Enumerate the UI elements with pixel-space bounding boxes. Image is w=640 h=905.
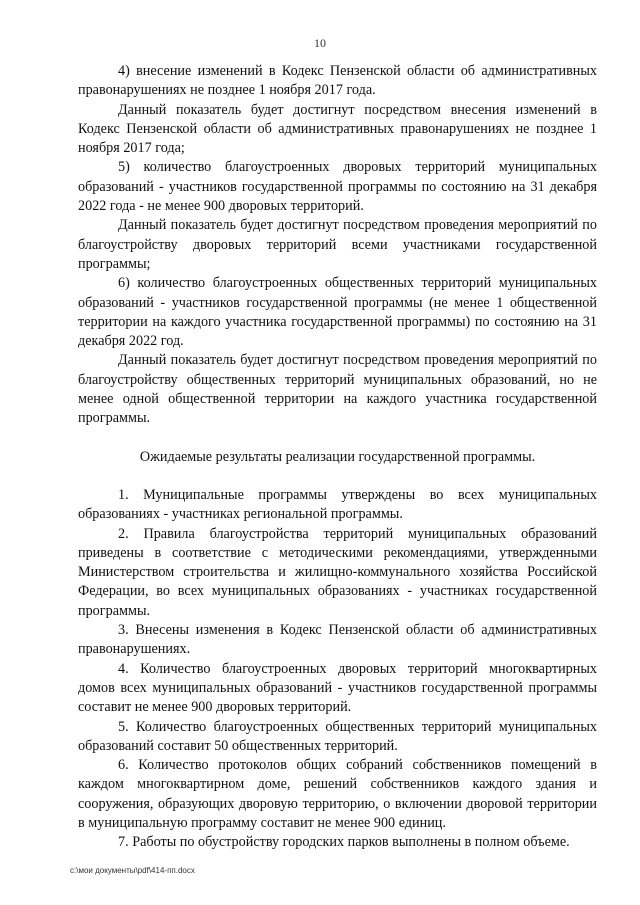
paragraph: 5) количество благоустроенных дворовых территорий муниципальных образований - участников государственной программы по состоянию на 31 декабря 2022 года - не менее 900 дворовых территорий. bbox=[78, 159, 597, 215]
result-item: 4. Количество благоустроенных дворовых территорий многоквартирных домов всех муниципальных образований - участников государственной программы составит не менее 900 дворовых территорий. bbox=[78, 660, 597, 716]
result-item: 1. Муниципальные программы утверждены во всех муниципальных образованиях - участниках региональной программы. bbox=[78, 486, 597, 523]
footer-file-path: c:\мои документы\pdf\414-пп.docx bbox=[70, 866, 195, 875]
paragraph: Данный показатель будет достигнут посредством внесения изменений в Кодекс Пензенской области об административных правонарушениях не позднее 1 ноября 2017 года; bbox=[78, 101, 597, 157]
paragraph: 4) внесение изменений в Кодекс Пензенской области об административных правонарушениях не позднее 1 ноября 2017 года. bbox=[78, 63, 597, 99]
section-heading: Ожидаемые результаты реализации государственной программы. bbox=[139, 448, 536, 465]
result-item: 5. Количество благоустроенных общественных территорий муниципальных образований составит 50 общественных территорий. bbox=[78, 718, 597, 754]
result-item: 7. Работы по обустройству городских парков выполнены в полном объеме. bbox=[118, 834, 570, 851]
result-item: 2. Правила благоустройства территорий муниципальных образований приведены в соответствие с методическими рекомендациями, утвержденными Министерством строительства и жилищно-коммунального хозяйства Российской Федерации, во всех муниципальных образованиях - участниках государственной программы. bbox=[78, 525, 597, 619]
page-number: 10 bbox=[314, 36, 326, 50]
result-item: 3. Внесены изменения в Кодекс Пензенской области об административных правонарушениях. bbox=[78, 622, 597, 658]
document-body bbox=[78, 62, 597, 853]
result-item: 6. Количество протоколов общих собраний собственников помещений в каждом многоквартирном доме, решений собственников каждого здания и сооружения, образующих дворовую территорию, о включении дворовой территории в муниципальную программу составит не менее 900 единиц. bbox=[78, 757, 597, 831]
paragraph: Данный показатель будет достигнут посредством проведения мероприятий по благоустройству общественных территорий муниципальных образований, но не менее одной общественной территории на каждого участника государственной программы. bbox=[78, 352, 597, 427]
paragraph: Данный показатель будет достигнут посредством проведения мероприятий по благоустройству дворовых территорий всеми участниками государственной программы; bbox=[78, 217, 597, 272]
paragraph: 6) количество благоустроенных общественных территорий муниципальных образований - участников государственной программы (не менее 1 общественной территории на каждого участника государственной программы) по состоянию на 31 декабря 2022 год. bbox=[78, 275, 597, 350]
